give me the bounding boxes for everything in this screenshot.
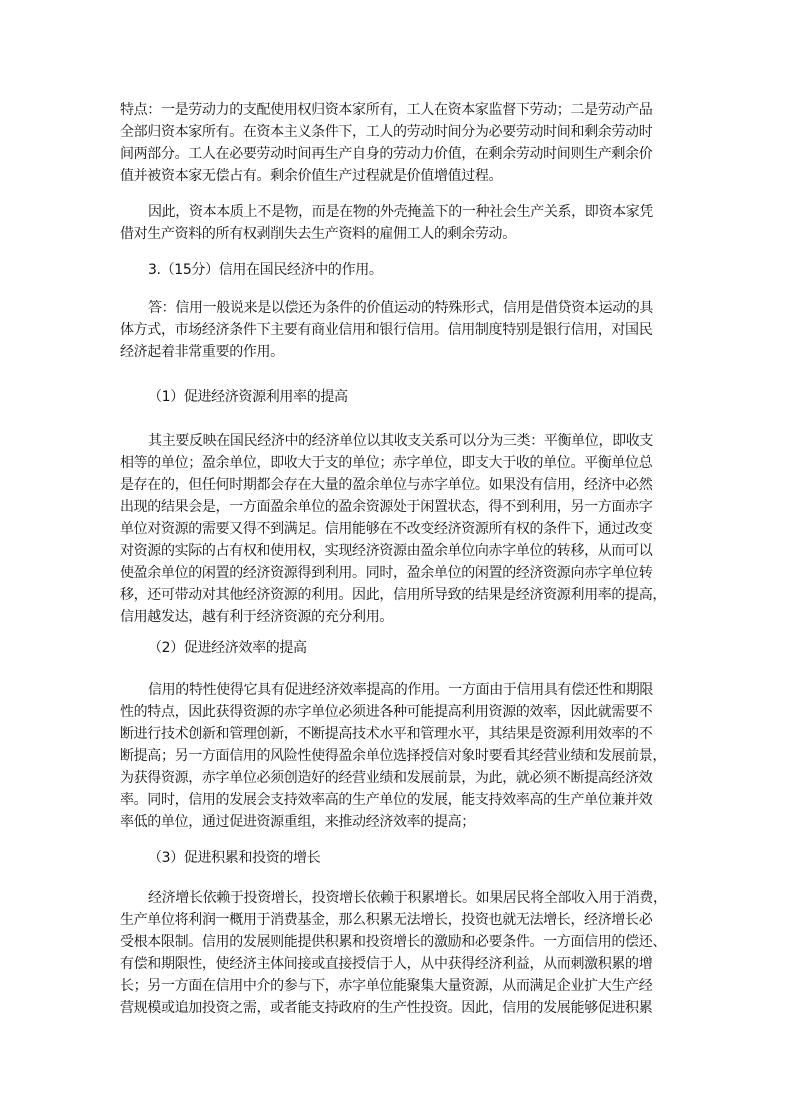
paragraph-labor-features xyxy=(120,99,676,187)
text-line: 借对生产资料的所有权剥削失去生产资料的雇佣工人的剩余劳动。 xyxy=(120,226,516,242)
text-line: 长；另一方面在信用中介的参与下，赤字单位能聚集大量资源，从而满足企业扩大生产经 xyxy=(120,978,653,994)
heading-text: （3）促进积累和投资的增长 xyxy=(148,850,321,866)
text-line: 断进行技术创新和管理创新，不断提高技术水平和管理水平，其结果是资源利用效率的不 xyxy=(120,726,653,742)
text-line: 相等的单位；盈余单位，即收大于支的单位；赤字单位，即支大于收的单位。平衡单位总 xyxy=(120,455,653,471)
text-line: 断提高；另一方面信用的风险性使得盈余单位选择授信对象时要看其经营业绩和发展前景， xyxy=(120,748,666,764)
paragraph-answer-intro xyxy=(120,297,676,363)
section-heading-1 xyxy=(120,386,676,408)
text-line: 单位对资源的需要又得不到满足。信用能够在不改变经济资源所有权的条件下，通过改变 xyxy=(120,521,653,537)
text-line: 率。同时，信用的发展会支持效率高的生产单位的发展，能支持效率高的生产单位兼并效 xyxy=(120,792,653,808)
text-line: 值并被资本家无偿占有。剩余价值生产过程就是价值增值过程。 xyxy=(120,168,503,184)
text-line: 信用越发达，越有利于经济资源的充分利用。 xyxy=(120,609,393,625)
paragraph-capital-essence xyxy=(120,201,676,245)
text-line: 经济增长依赖于投资增长，投资增长依赖于积累增长。如果居民将全部收入用于消费， xyxy=(148,890,667,906)
text-line: 移，还可带动对其他经济资源的利用。因此，信用所导致的结果是经济资源利用率的提高， xyxy=(120,587,666,603)
paragraph-section-3 xyxy=(120,887,676,1019)
text-line: 营规模或追加投资之需，或者能支持政府的生产性投资。因此，信用的发展能够促进积累 xyxy=(120,1000,653,1016)
text-line: 信用的特性使得它具有促进经济效率提高的作用。一方面由于信用具有偿还性和期限 xyxy=(148,682,654,698)
text-line: 全部归资本家所有。在资本主义条件下，工人的劳动时间分为必要劳动时间和剩余劳动时 xyxy=(120,124,653,140)
text-line: 性的特点，因此获得资源的赤字单位必须进各种可能提高利用资源的效率，因此就需要不 xyxy=(120,704,653,720)
text-line: 有偿和期限性，使经济主体间接或直接授信于人，从中获得经济利益，从而刺激积累的增 xyxy=(120,956,653,972)
text-line: 生产单位将利润一概用于消费基金，那么积累无法增长，投资也就无法增长，经济增长必 xyxy=(120,912,653,928)
question-title xyxy=(120,259,676,281)
text-line: 对资源的实际的占有权和使用权，实现经济资源由盈余单位向赤字单位的转移，从而可以 xyxy=(120,543,653,559)
text-line: 受根本限制。信用的发展则能提供积累和投资增长的激励和必要条件。一方面信用的偿还、 xyxy=(120,934,666,950)
text-line: 因此，资本本质上不是物，而是在物的外壳掩盖下的一种社会生产关系，即资本家凭 xyxy=(148,204,654,220)
text-line: 率低的单位，通过促进资源重组，来推动经济效率的提高； xyxy=(120,814,475,830)
text-line: 经济起着非常重要的作用。 xyxy=(120,344,284,360)
text-line: 为获得资源，赤字单位必须创造好的经营业绩和发展前景，为此，就必须不断提高经济效 xyxy=(120,770,653,786)
text-line: 其主要反映在国民经济中的经济单位以其收支关系可以分为三类：平衡单位，即收支 xyxy=(148,433,654,449)
text-line: 体方式，市场经济条件下主要有商业信用和银行信用。信用制度特别是银行信用，对国民 xyxy=(120,322,653,338)
paragraph-section-1 xyxy=(120,430,676,628)
text-line: 间两部分。工人在必要劳动时间再生产自身的劳动力价值，在剩余劳动时间则生产剩余价 xyxy=(120,146,653,162)
text-line: 特点：一是劳动力的支配使用权归资本家所有，工人在资本家监督下劳动；二是劳动产品 xyxy=(120,102,653,118)
heading-text: （1）促进经济资源利用率的提高 xyxy=(148,389,348,405)
text-line: 出现的结果会是，一方面盈余单位的盈余资源处于闲置状态，得不到利用，另一方面赤字 xyxy=(120,499,653,515)
text-line: 是存在的，但任何时期都会存在大量的盈余单位与赤字单位。如果没有信用，经济中必然 xyxy=(120,477,653,493)
text-line: 使盈余单位的闲置的经济资源得到利用。同时，盈余单位的闲置的经济资源向赤字单位转 xyxy=(120,565,653,581)
section-heading-3 xyxy=(120,847,676,869)
question-3-heading: 3.（15分）信用在国民经济中的作用。 xyxy=(148,262,383,278)
text-line: 答：信用一般说来是以偿还为条件的价值运动的特殊形式，信用是借贷资本运动的具 xyxy=(148,300,654,316)
section-heading-2 xyxy=(120,637,676,659)
paragraph-section-2 xyxy=(120,679,676,833)
heading-text: （2）促进经济效率的提高 xyxy=(148,640,307,656)
